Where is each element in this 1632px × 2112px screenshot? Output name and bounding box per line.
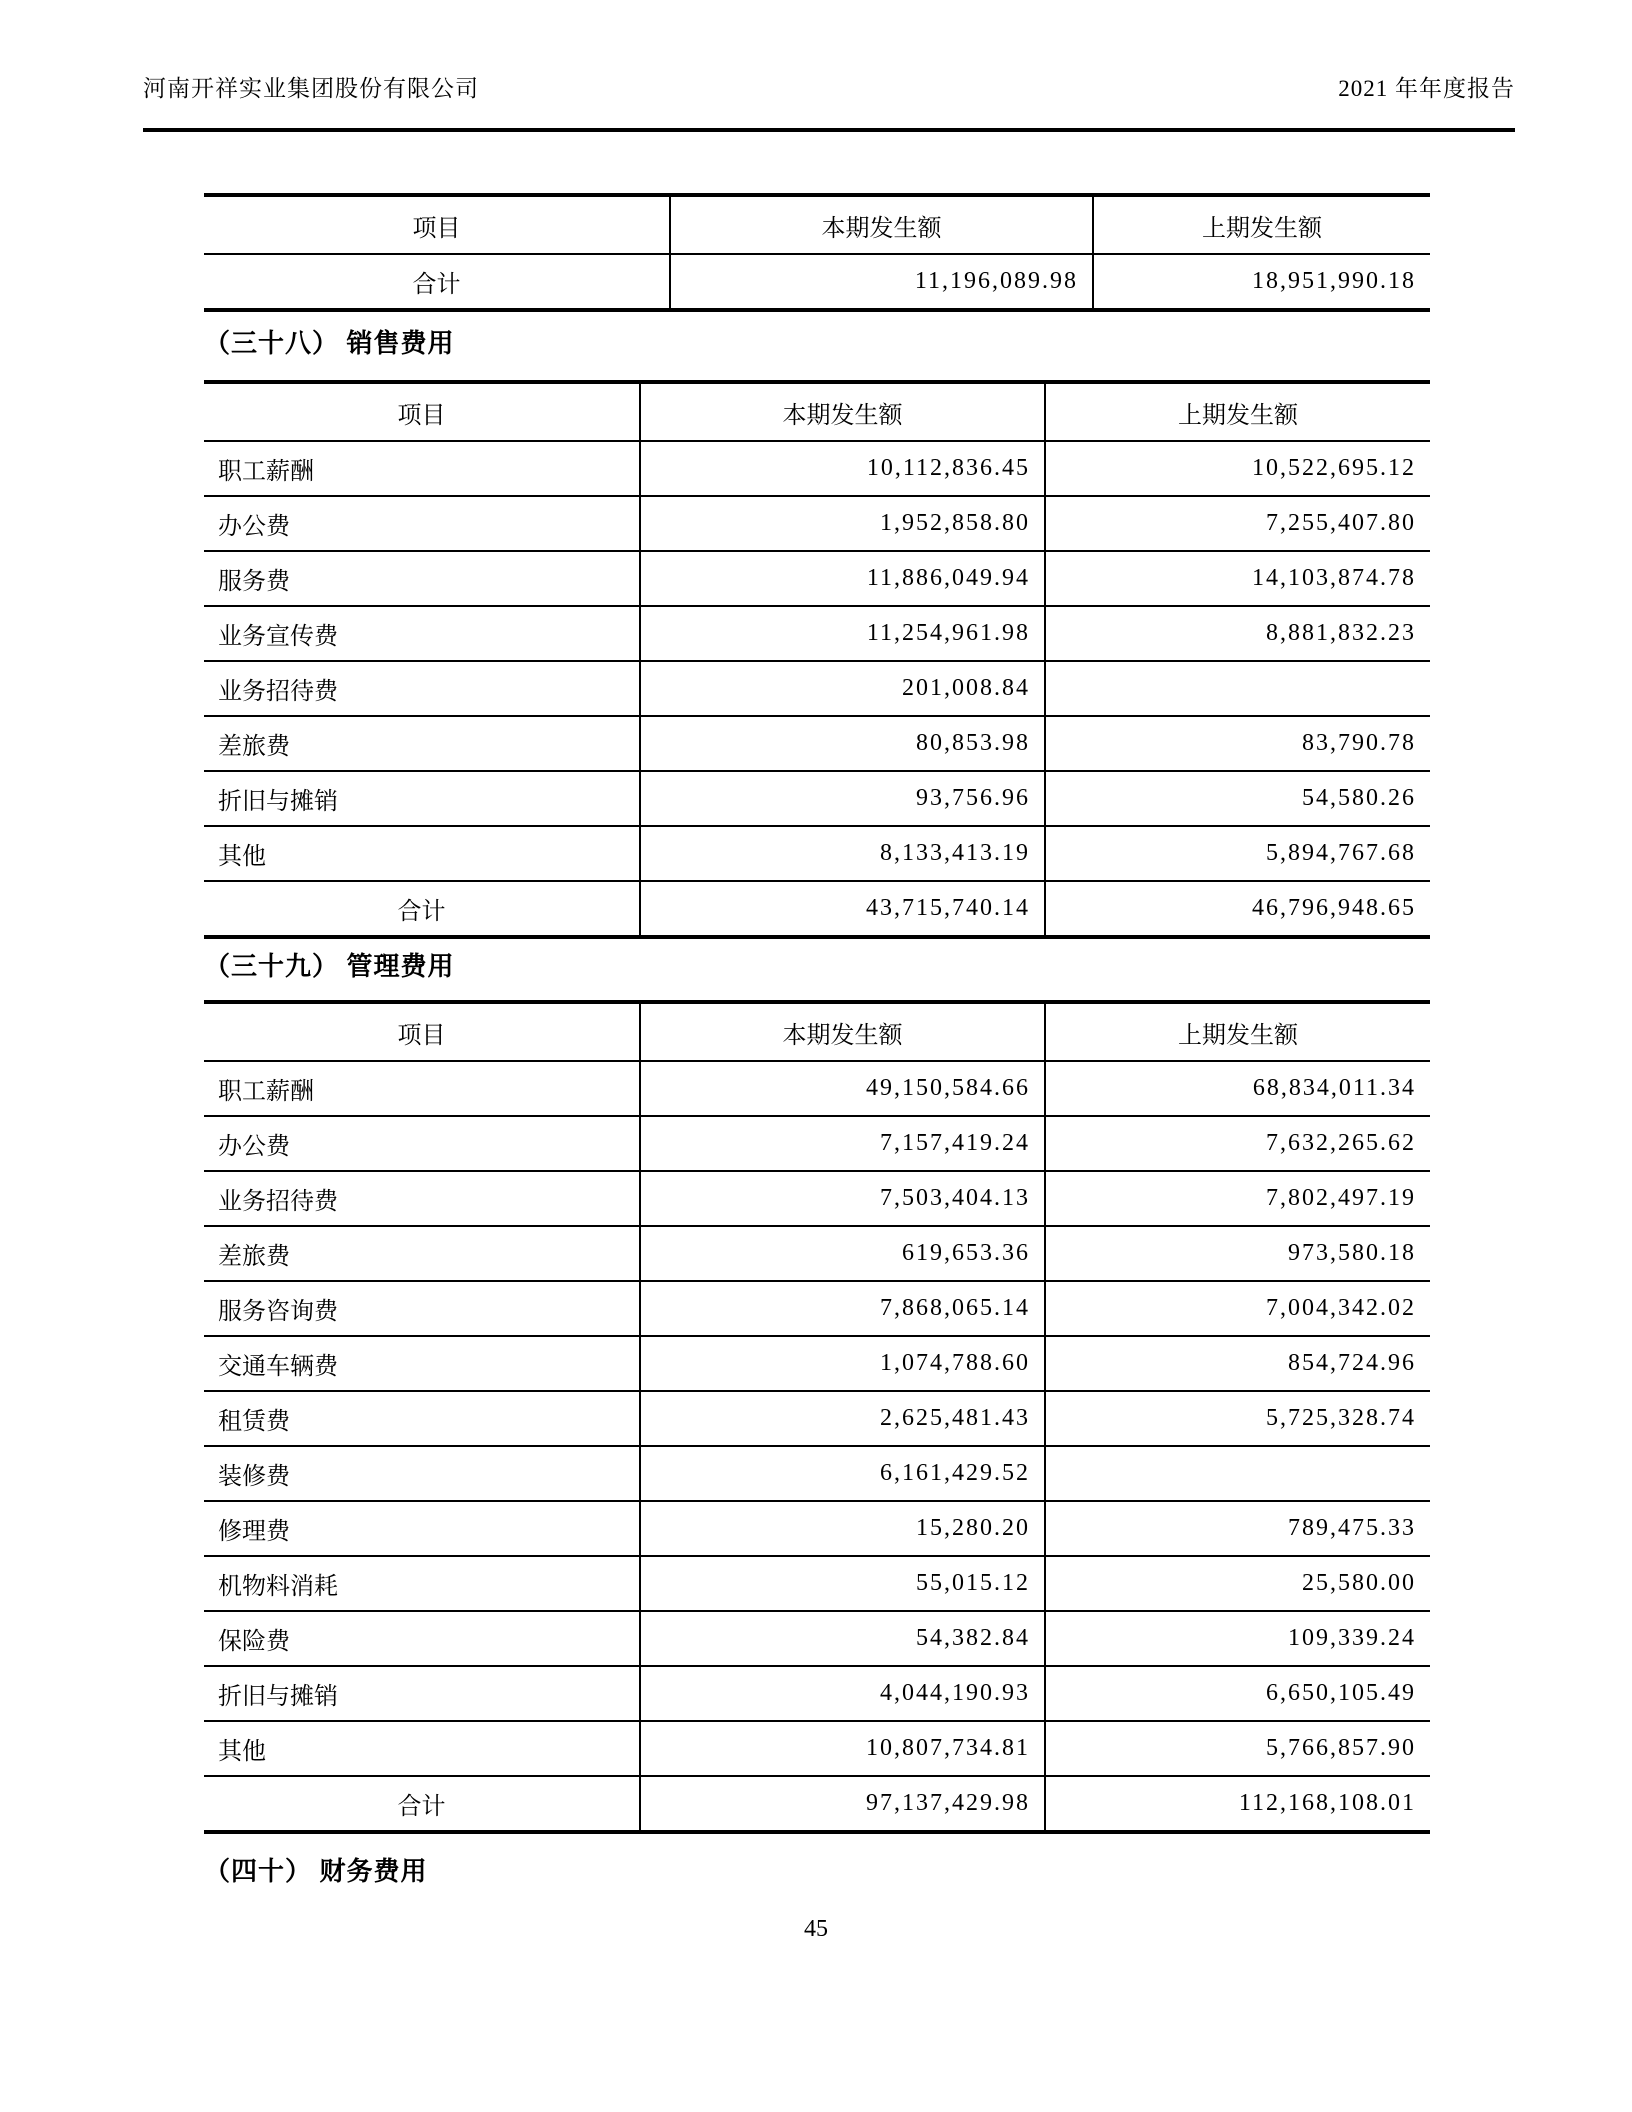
item-label: 合计 (204, 881, 640, 937)
header-rule (143, 128, 1515, 132)
current-period-amount: 11,196,089.98 (670, 254, 1093, 310)
item-label: 差旅费 (204, 1226, 640, 1281)
table-row (204, 606, 1430, 661)
continued-totals-table (204, 193, 1430, 312)
table-row (204, 551, 1430, 606)
prior-period-amount: 54,580.26 (1045, 771, 1430, 826)
continued-totals-table-wrap (204, 193, 1430, 312)
prior-period-amount (1045, 1446, 1430, 1501)
current-period-amount: 6,161,429.52 (640, 1446, 1045, 1501)
current-period-amount: 4,044,190.93 (640, 1666, 1045, 1721)
table-row (204, 1171, 1430, 1226)
item-label: 服务费 (204, 551, 640, 606)
table-row (204, 496, 1430, 551)
current-period-amount: 2,625,481.43 (640, 1391, 1045, 1446)
prior-period-amount: 5,894,767.68 (1045, 826, 1430, 881)
prior-period-amount: 112,168,108.01 (1045, 1776, 1430, 1832)
current-period-amount: 10,112,836.45 (640, 441, 1045, 496)
prior-period-amount: 6,650,105.49 (1045, 1666, 1430, 1721)
selling-expenses-table-wrap (204, 380, 1430, 939)
current-period-amount: 7,868,065.14 (640, 1281, 1045, 1336)
section-heading-admin-expenses: （三十九） 管理费用 (204, 952, 455, 981)
table-row (204, 1336, 1430, 1391)
column-header-1: 本期发生额 (670, 195, 1093, 254)
prior-period-amount: 973,580.18 (1045, 1226, 1430, 1281)
item-label: 租赁费 (204, 1391, 640, 1446)
item-label: 服务咨询费 (204, 1281, 640, 1336)
section-heading-selling-expenses: （三十八） 销售费用 (204, 329, 455, 358)
item-label: 业务宣传费 (204, 606, 640, 661)
prior-period-amount: 25,580.00 (1045, 1556, 1430, 1611)
current-period-amount: 54,382.84 (640, 1611, 1045, 1666)
item-label: 合计 (204, 254, 670, 310)
prior-period-amount (1045, 661, 1430, 716)
total-row (204, 254, 1430, 310)
current-period-amount: 55,015.12 (640, 1556, 1045, 1611)
current-period-amount: 7,157,419.24 (640, 1116, 1045, 1171)
current-period-amount: 1,952,858.80 (640, 496, 1045, 551)
table-row (204, 1446, 1430, 1501)
column-header-2: 上期发生额 (1045, 382, 1430, 441)
total-row (204, 881, 1430, 937)
table-header-row (204, 195, 1430, 254)
item-label: 折旧与摊销 (204, 1666, 640, 1721)
table-row (204, 771, 1430, 826)
item-label: 保险费 (204, 1611, 640, 1666)
column-header-1: 本期发生额 (640, 1002, 1045, 1061)
current-period-amount: 11,886,049.94 (640, 551, 1045, 606)
table-row (204, 1721, 1430, 1776)
table-row (204, 1226, 1430, 1281)
current-period-amount: 11,254,961.98 (640, 606, 1045, 661)
item-label: 办公费 (204, 1116, 640, 1171)
current-period-amount: 80,853.98 (640, 716, 1045, 771)
current-period-amount: 8,133,413.19 (640, 826, 1045, 881)
page-number: 45 (804, 1916, 828, 1942)
item-label: 修理费 (204, 1501, 640, 1556)
selling-expenses-table (204, 380, 1430, 939)
table-row (204, 826, 1430, 881)
current-period-amount: 201,008.84 (640, 661, 1045, 716)
item-label: 折旧与摊销 (204, 771, 640, 826)
admin-expenses-table (204, 1000, 1430, 1834)
prior-period-amount: 7,004,342.02 (1045, 1281, 1430, 1336)
table-row (204, 1611, 1430, 1666)
prior-period-amount: 8,881,832.23 (1045, 606, 1430, 661)
item-label: 职工薪酬 (204, 441, 640, 496)
current-period-amount: 49,150,584.66 (640, 1061, 1045, 1116)
column-header-1: 本期发生额 (640, 382, 1045, 441)
prior-period-amount: 83,790.78 (1045, 716, 1430, 771)
current-period-amount: 15,280.20 (640, 1501, 1045, 1556)
table-row (204, 1556, 1430, 1611)
item-label: 差旅费 (204, 716, 640, 771)
prior-period-amount: 18,951,990.18 (1093, 254, 1430, 310)
current-period-amount: 10,807,734.81 (640, 1721, 1045, 1776)
item-label: 装修费 (204, 1446, 640, 1501)
prior-period-amount: 7,255,407.80 (1045, 496, 1430, 551)
company-name: 河南开祥实业集团股份有限公司 (143, 76, 479, 101)
table-header-row (204, 1002, 1430, 1061)
table-row (204, 1501, 1430, 1556)
current-period-amount: 1,074,788.60 (640, 1336, 1045, 1391)
section-heading-finance-expenses: （四十） 财务费用 (204, 1857, 428, 1886)
prior-period-amount: 854,724.96 (1045, 1336, 1430, 1391)
item-label: 合计 (204, 1776, 640, 1832)
current-period-amount: 43,715,740.14 (640, 881, 1045, 937)
column-header-0: 项目 (204, 382, 640, 441)
prior-period-amount: 68,834,011.34 (1045, 1061, 1430, 1116)
current-period-amount: 7,503,404.13 (640, 1171, 1045, 1226)
table-row (204, 1391, 1430, 1446)
table-row (204, 1666, 1430, 1721)
item-label: 交通车辆费 (204, 1336, 640, 1391)
table-row (204, 716, 1430, 771)
column-header-2: 上期发生额 (1045, 1002, 1430, 1061)
table-row (204, 441, 1430, 496)
current-period-amount: 93,756.96 (640, 771, 1045, 826)
total-row (204, 1776, 1430, 1832)
prior-period-amount: 5,766,857.90 (1045, 1721, 1430, 1776)
current-period-amount: 97,137,429.98 (640, 1776, 1045, 1832)
item-label: 其他 (204, 826, 640, 881)
prior-period-amount: 789,475.33 (1045, 1501, 1430, 1556)
item-label: 职工薪酬 (204, 1061, 640, 1116)
table-row (204, 1061, 1430, 1116)
prior-period-amount: 46,796,948.65 (1045, 881, 1430, 937)
current-period-amount: 619,653.36 (640, 1226, 1045, 1281)
table-row (204, 661, 1430, 716)
prior-period-amount: 7,802,497.19 (1045, 1171, 1430, 1226)
item-label: 办公费 (204, 496, 640, 551)
column-header-0: 项目 (204, 1002, 640, 1061)
report-title: 2021 年年度报告 (1338, 76, 1515, 101)
prior-period-amount: 14,103,874.78 (1045, 551, 1430, 606)
table-row (204, 1281, 1430, 1336)
prior-period-amount: 109,339.24 (1045, 1611, 1430, 1666)
prior-period-amount: 7,632,265.62 (1045, 1116, 1430, 1171)
prior-period-amount: 5,725,328.74 (1045, 1391, 1430, 1446)
table-header-row (204, 382, 1430, 441)
item-label: 机物料消耗 (204, 1556, 640, 1611)
column-header-2: 上期发生额 (1093, 195, 1430, 254)
table-row (204, 1116, 1430, 1171)
prior-period-amount: 10,522,695.12 (1045, 441, 1430, 496)
column-header-0: 项目 (204, 195, 670, 254)
item-label: 业务招待费 (204, 661, 640, 716)
item-label: 其他 (204, 1721, 640, 1776)
admin-expenses-table-wrap (204, 1000, 1430, 1834)
item-label: 业务招待费 (204, 1171, 640, 1226)
